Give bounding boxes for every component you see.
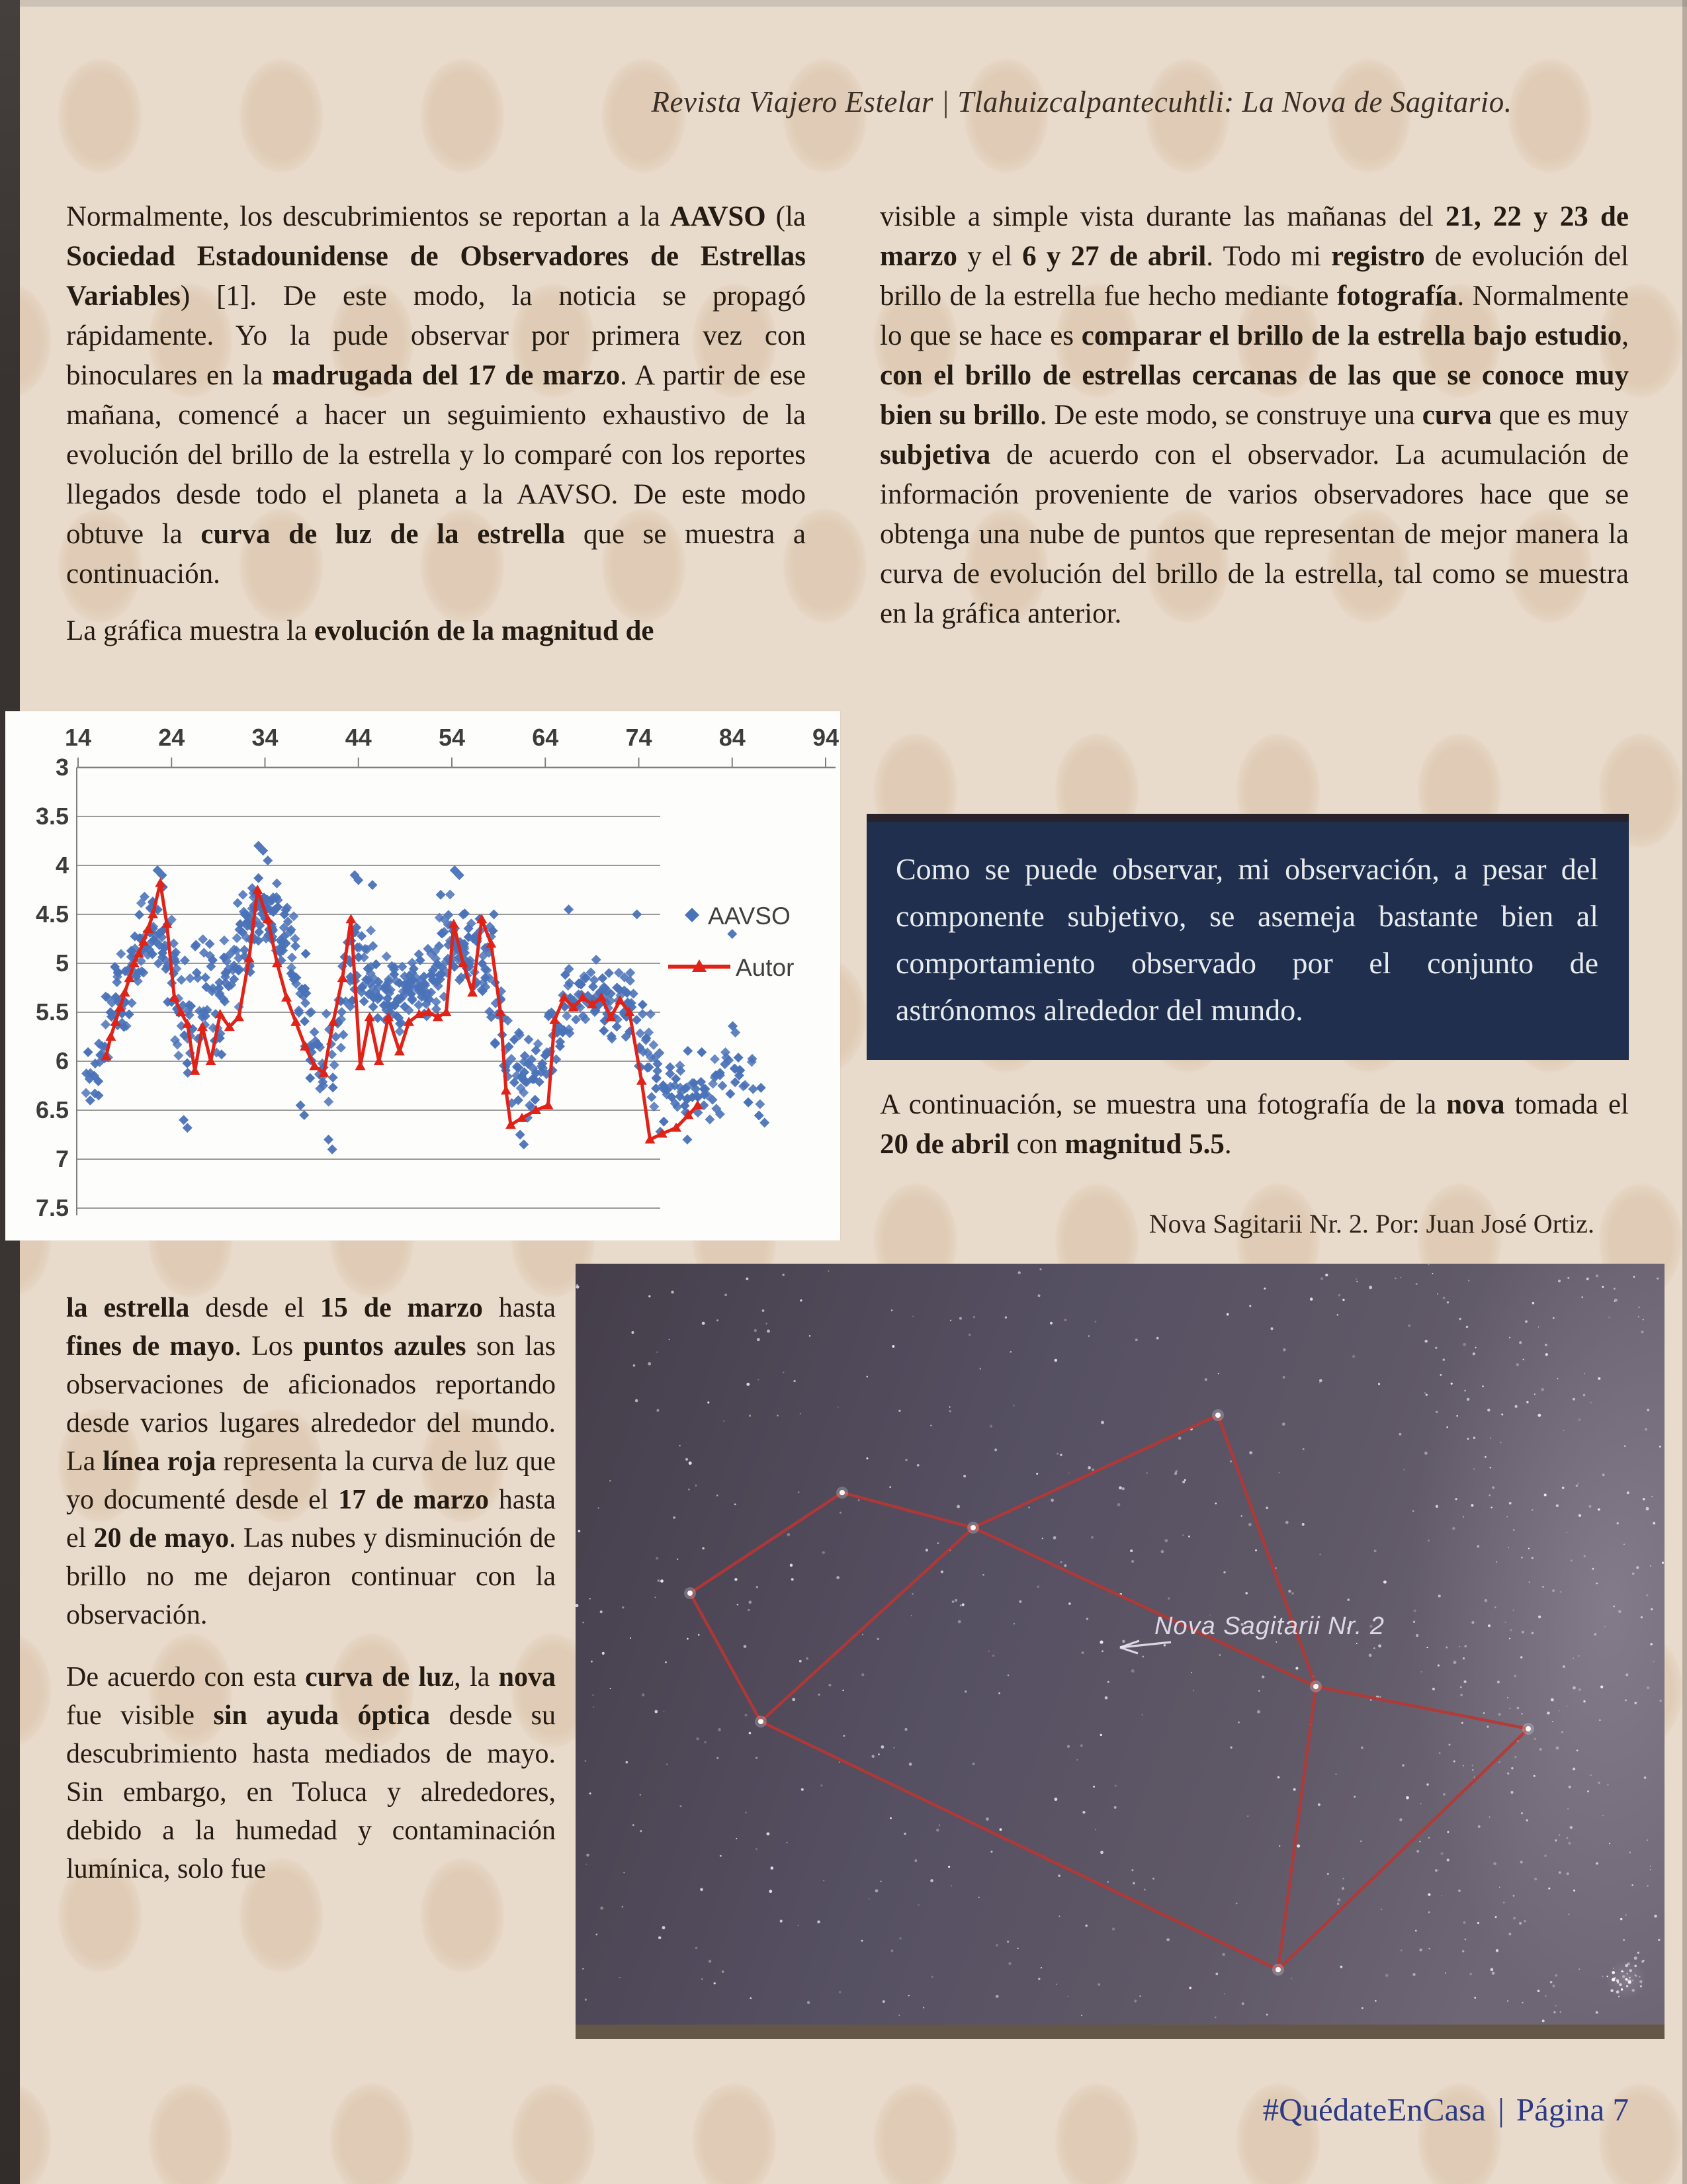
svg-text:24: 24 — [158, 724, 185, 751]
svg-text:64: 64 — [532, 724, 559, 751]
nova-label: Nova Sagitarii Nr. 2 — [1154, 1612, 1385, 1640]
svg-text:5.5: 5.5 — [35, 998, 69, 1026]
svg-text:74: 74 — [625, 724, 652, 751]
svg-text:4.5: 4.5 — [35, 900, 69, 928]
svg-text:6.5: 6.5 — [35, 1096, 69, 1123]
page-footer — [703, 2091, 1629, 2128]
light-curve-chart — [5, 711, 840, 1241]
legend-autor: Autor — [736, 954, 795, 981]
paragraph: A continuación, se muestra una fotografía de la nova tomada el 20 de abril con magnitud 5.5. — [880, 1089, 1629, 1160]
column-bottom-left — [66, 1289, 556, 1912]
page-header: Revista Viajero Estelar | Tlahuizcalpantecuhtli: La Nova de Sagitario. — [651, 85, 1512, 118]
paragraph: la estrella desde el 15 de marzo hasta fines de mayo. Los puntos azules son las observaciones de aficionados reportando desde varios lugares alrededor del mundo. La línea roja representa la curva de luz que yo documenté desde el 17 de marzo hasta el 20 de mayo. Las nubes y disminución de brillo no me dejaron continuar con la observación. — [66, 1293, 556, 1630]
page-right-edge — [1682, 0, 1687, 2184]
callout-box — [867, 814, 1629, 1060]
nova-star — [1100, 1640, 1103, 1643]
photo-caption: Nova Sagitarii Nr. 2. Por: Juan José Ortiz. — [1148, 1209, 1594, 1239]
svg-text:4: 4 — [55, 852, 69, 879]
page-top-edge — [0, 0, 1687, 7]
footer-separator: | — [1498, 2091, 1504, 2128]
column-right — [880, 197, 1629, 651]
svg-text:3: 3 — [55, 754, 69, 781]
svg-text:84: 84 — [718, 724, 746, 751]
paragraph: La gráfica muestra la evolución de la magnitud de — [66, 615, 654, 646]
legend-aavso: AAVSO — [708, 902, 791, 930]
svg-text:14: 14 — [64, 724, 92, 751]
svg-text:6: 6 — [55, 1047, 69, 1074]
svg-text:34: 34 — [251, 724, 279, 751]
svg-text:7: 7 — [55, 1145, 69, 1172]
svg-text:44: 44 — [345, 724, 372, 751]
svg-text:3.5: 3.5 — [35, 803, 69, 830]
nova-photo — [576, 1264, 1665, 2039]
callout-text: Como se puede observar, mi observación, a pesar del componente subjetivo, se asemeja bastante bien al comportamiento observado por el conjunto de astrónomos alrededor del mundo. — [896, 852, 1598, 1027]
footer-page-number: Página 7 — [1516, 2091, 1629, 2128]
starfield-svg — [576, 1264, 1665, 2039]
paragraph: Normalmente, los descubrimientos se reportan a la AAVSO (la Sociedad Estadounidense de Observadores de Estrellas Variables) [1]. De este modo, la noticia se propagó rápidamente. Yo la pude observar por primera vez con binoculares en la madrugada del 17 de marzo. A partir de ese mañana, comencé a hacer un seguimiento exhaustivo de la evolución del brillo de la estrella y lo comparé con los reportes llegados desde todo el planeta a la AAVSO. De este modo obtuve la curva de luz de la estrella que se muestra a continuación. — [66, 201, 806, 590]
paragraph: visible a simple vista durante las mañanas del 21, 22 y 23 de marzo y el 6 y 27 de abril. Todo mi registro de evolución del brillo de la estrella fue hecho mediante fotografía. Normalmente lo que se hace es comparar el brillo de la estrella bajo estudio, con el brillo de estrellas cercanas de las que se conoce muy bien su brillo. De este modo, se construye una curva que es muy subjetiva de acuerdo con el observador. La acumulación de información proveniente de varios observadores hace que se obtenga una nube de puntos que representan de mejor manera la curva de evolución del brillo de la estrella, tal como se muestra en la gráfica anterior. — [880, 201, 1629, 629]
column-left — [66, 197, 806, 668]
svg-text:94: 94 — [812, 724, 840, 751]
column-right-continued — [880, 1085, 1629, 1182]
light-curve-svg — [5, 711, 840, 1241]
svg-text:7.5: 7.5 — [35, 1194, 69, 1221]
svg-text:5: 5 — [55, 949, 69, 977]
paragraph: De acuerdo con esta curva de luz, la nova fue visible sin ayuda óptica desde su descubrimiento hasta mediados de mayo. Sin embargo, en Toluca y alrededores, debido a la humedad y contaminación lumínica, solo fue — [66, 1662, 556, 1884]
footer-hashtag: #QuédateEnCasa — [1262, 2091, 1487, 2128]
svg-text:54: 54 — [438, 724, 466, 751]
